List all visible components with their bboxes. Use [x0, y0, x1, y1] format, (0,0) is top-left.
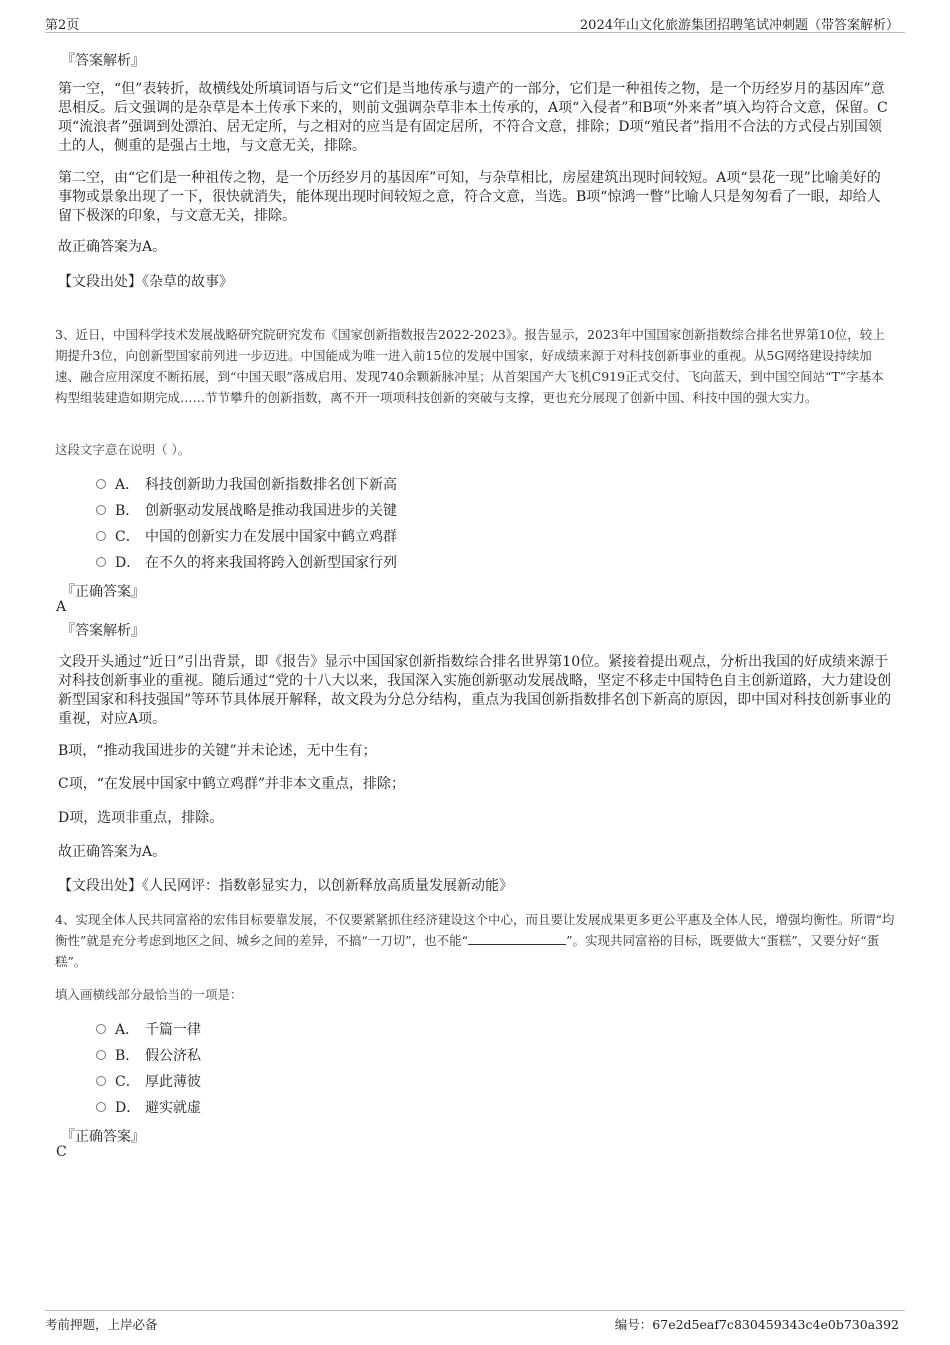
q4-option-c[interactable]: C． 厚此薄彼 — [96, 1071, 201, 1091]
q3-text: 3、近日，中国科学技术发展战略研究院研究发布《国家创新指数报告2022-2023》。报告显示，2023年中国国家创新指数综合排名世界第10位，较上期提升3位，向创新型国家前列进一步迈进。中国能成为唯一进入前15位的发展中国家，好成绩来源于对科技创新事业的重视。从5G网络建设持续加速、融合应用深度不断拓展，到“中国天眼”落成启用、发现740余颗新脉冲星；从首架国产大飞机C919正式交付、飞向蓝天，到中国空间站“T”字基本构型组装建造如期完成……节节攀升的创新指数，离不开一项项科技创新的突破与支撑，更也充分展现了创新中国、科技中国的强大实力。 — [55, 327, 885, 405]
footer-slogan: 考前押题，上岸必备 — [45, 1317, 158, 1332]
q3-option-d[interactable]: D． 在不久的将来我国将跨入创新型国家行列 — [96, 552, 397, 572]
q2-source: 【文段出处】《杂草的故事》 — [58, 274, 233, 290]
q4-option-b[interactable]: B． 假公济私 — [96, 1045, 201, 1065]
q3-analysis-p4: D项，选项非重点，排除。 — [58, 810, 224, 826]
q3-source: 【文段出处】《人民网评：指数彰显实力，以创新释放高质量发展新动能》 — [58, 878, 513, 894]
q3-analysis-p3: C项，“在发展中国家中鹤立鸡群”并非本文重点，排除； — [58, 776, 406, 792]
q3-option-b[interactable]: B． 创新驱动发展战略是推动我国进步的关键 — [96, 500, 397, 520]
q2-analysis-p1: 第一空，“但”表转折，故横线处所填词语与后文“它们是当地传承与遗产的一部分，它们是一种祖传之物，是一个历经岁月的基因库”意思相反。后文强调的是杂草是本土传承下来的，则前文强调杂草非本土传承的，A项“入侵者”和B项“外来者”填入均符合文意，保留。C项“流浪者”强调到处漂泊、居无定所，与之相对的应当是有固定居所，不符合文意，排除；D项“殖民者”指用不合法的方式侵占别国领土的人，侧重的是强占土地，与文意无关，排除。 — [58, 81, 888, 154]
q3-analysis-conclusion: 故正确答案为A。 — [58, 844, 167, 860]
answer-blank — [468, 932, 566, 945]
q3-analysis-p2: B项，“推动我国进步的关键”并未论述，无中生有； — [58, 743, 377, 759]
q3-option-a[interactable]: A． 科技创新助力我国创新指数排名创下新高 — [96, 474, 397, 494]
q3-stem: 这段文字意在说明（ ）。 — [55, 442, 191, 457]
page-header — [45, 14, 905, 33]
q3-answer-heading: 『正确答案』 — [61, 584, 145, 600]
q4-option-a[interactable]: A． 千篇一律 — [96, 1019, 201, 1039]
radio-icon[interactable] — [96, 505, 106, 515]
radio-icon[interactable] — [96, 1024, 106, 1034]
q3-analysis-p1: 文段开头通过“近日”引出背景，即《报告》显示中国国家创新指数综合排名世界第10位。紧接着提出观点，分析出我国的好成绩来源于对科技创新事业的重视。随后通过“党的十八大以来，我国深入实施创新驱动发展战略，坚定不移走中国特色自主创新道路，大力建设创新型国家和科技强国”等环节具体展开解释，故文段为分总分结构，重点为我国创新指数排名创下新高的原因，即中国对科技创新事业的重视，对应A项。 — [58, 654, 892, 727]
q2-analysis-p2: 第二空，由“它们是一种祖传之物，是一个历经岁月的基因库”可知，与杂草相比，房屋建筑出现时间较短。A项“昙花一现”比喻美好的事物或景象出现了一下，很快就消失，能体现出现时间较短之意，符合文意，当选。B项“惊鸿一瞥”比喻人只是匆匆看了一眼，却给人留下极深的印象，与文意无关，排除。 — [58, 170, 881, 224]
radio-icon[interactable] — [96, 479, 106, 489]
q4-answer: C — [56, 1144, 67, 1160]
page-number: 第2页 — [45, 18, 80, 33]
radio-icon[interactable] — [96, 1050, 106, 1060]
radio-icon[interactable] — [96, 1102, 106, 1112]
q2-analysis-conclusion: 故正确答案为A。 — [58, 239, 167, 255]
document-id: 编号：67e2d5eaf7c830459343c4e0b730a392 — [614, 1317, 899, 1332]
q3-option-c[interactable]: C． 中国的创新实力在发展中国家中鹤立鸡群 — [96, 526, 397, 546]
q4-text: 4、实现全体人民共同富裕的宏伟目标要靠发展，不仅要紧紧抓住经济建设这个中心，而且要让发展成果更多更公平惠及全体人民，增强均衡性。所谓“均衡性”就是充分考虑到地区之间、城乡之间的差异，不搞“一刀切”，也不能“ ”。实现共同富裕的目标，既要做大“蛋糕”，又要分好“蛋糕”。 — [55, 912, 895, 969]
q4-answer-heading: 『正确答案』 — [61, 1129, 145, 1145]
q4-option-d[interactable]: D． 避实就虚 — [96, 1097, 201, 1117]
radio-icon[interactable] — [96, 1076, 106, 1086]
radio-icon[interactable] — [96, 557, 106, 567]
q3-answer: A — [56, 599, 67, 615]
radio-icon[interactable] — [96, 531, 106, 541]
q4-stem: 填入画横线部分最恰当的一项是： — [55, 987, 243, 1002]
q3-analysis-heading: 『答案解析』 — [61, 623, 145, 639]
page-footer — [45, 1310, 905, 1332]
document-title: 2024年山文化旅游集团招聘笔试冲刺题（带答案解析） — [579, 18, 899, 33]
q2-analysis-heading: 『答案解析』 — [61, 53, 145, 69]
